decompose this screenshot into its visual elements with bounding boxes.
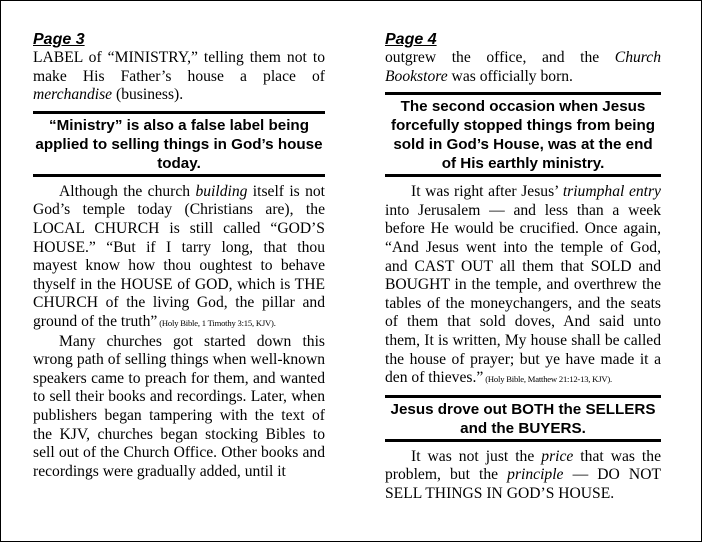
citation: (Holy Bible, Matthew 21:12-13, KJV). [483,374,612,385]
page-3-column [33,30,325,481]
body-paragraph: It was right after Jesus’ triumphal entry into Jerusalem — and less than a week before He would be crucified. Once again, “And Jesus went into the temple of God, and CAST OUT all them that SOLD and BOUGHT in the temple, and overthrew the tables of the moneychangers, and the seats of them that sold doves, And said unto them, It is written, My house shall be called the house of prayer; but ye have made it a den of thieves.” (Holy Bible, Matthew 21:12-13, KJV). [385,183,661,387]
section-headline: “Ministry” is also a false label being applied to selling things in God’s house today. [33,111,325,177]
section-headline: Jesus drove out BOTH the SELLERS and the BUYERS. [385,395,661,442]
page-4-column [385,30,661,504]
intro-paragraph: outgrew the office, and the Church Bookstore was officially born. [385,49,661,85]
intro-paragraph: LABEL of “MINISTRY,” telling them not to make His Father’s house a place of merchandise (business). [33,49,325,104]
section-headline: The second occasion when Jesus forcefully stopped things from being sold in God’s House, was at the end of His earthly ministry. [385,92,661,177]
body-paragraph: Many churches got started down this wrong path of selling things when well-known speakers came to preach for them, and wanted to sell their books and recordings. Later, when publishers began tampering with the text of the KJV, churches began stocking Bibles to sell out of the Church Office. Other books and recordings were gradually added, until it [33,332,325,480]
body-paragraph: Although the church building itself is not God’s temple today (Christians are), the LOCAL CHURCH is still called “GOD’S HOUSE.” “But if I tarry long, that thou mayest know how thou oughtest to behave thyself in the HOUSE of GOD, which is THE CHURCH of the living God, the pillar and ground of the truth” (Holy Bible, 1 Timothy 3:15, KJV). [33,182,325,330]
citation: (Holy Bible, 1 Timothy 3:15, KJV). [157,317,276,328]
page-label: Page 3 [33,31,85,48]
page-label: Page 4 [385,31,437,48]
body-paragraph: It was not just the price that was the problem, but the principle — DO NOT SELL THINGS IN GOD’S HOUSE. [385,447,661,502]
